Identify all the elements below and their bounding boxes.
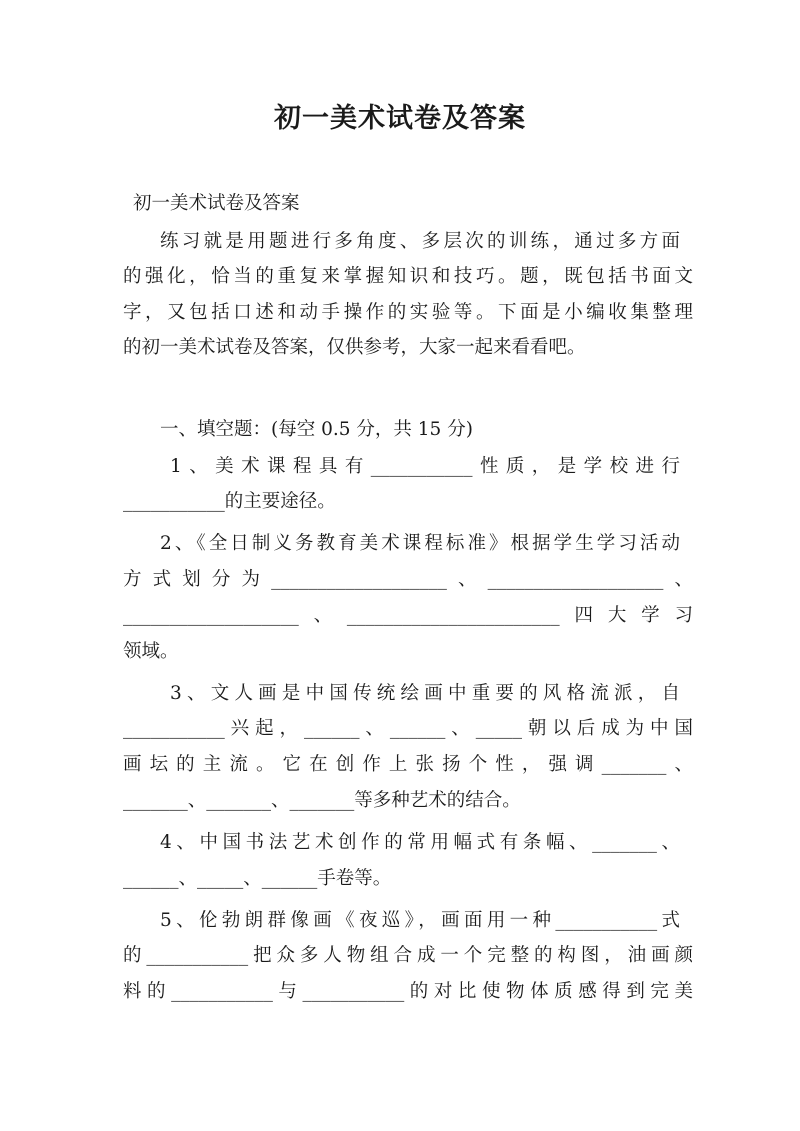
question-line: ___________的主要途径。 (123, 491, 336, 512)
subtitle: 初一美术试卷及答案 (133, 193, 300, 214)
question-line: ______、_____、______手卷等。 (123, 868, 392, 889)
question-line: 的___________把众多人物组合成一个完整的构图，油画颜 (123, 945, 693, 966)
question-line: 1、美术课程具有___________性质，是学校进行 (170, 456, 680, 477)
section-heading: 一、填空题：(每空 0.5 分，共 15 分) (160, 419, 473, 440)
intro-line: 的初一美术试卷及答案，仅供参考，大家一起来看看吧。 (123, 337, 586, 358)
question-line: 料的___________与___________的对比使物体质感得到完美 (123, 981, 693, 1002)
intro-line: 的强化，恰当的重复来掌握知识和技巧。题，既包括书面文 (123, 266, 693, 287)
question-line: 2、《全日制义务教育美术课程标准》根据学生学习活动 (160, 533, 680, 554)
question-line: 5、伦勃朗群像画《夜巡》，画面用一种___________式 (160, 910, 680, 931)
question-line: ___________________、_______________________四大学习 (123, 605, 693, 626)
question-line: 3、文人画是中国传统绘画中重要的风格流派，自 (170, 683, 680, 704)
question-line: 方式划分为___________________、___________________、 (123, 569, 693, 590)
document-title: 初一美术试卷及答案 (274, 103, 526, 134)
question-line: 领域。 (123, 641, 179, 662)
question-line: 画坛的主流。它在创作上张扬个性，强调_______、 (123, 754, 693, 775)
intro-line: 字，又包括口述和动手操作的实验等。下面是小编收集整理 (123, 302, 693, 323)
question-line: 4、中国书法艺术创作的常用幅式有条幅、_______、 (160, 832, 680, 853)
question-line: _______、_______、_______等多种艺术的结合。 (123, 790, 521, 811)
intro-line: 练习就是用题进行多角度、多层次的训练，通过多方面 (160, 231, 680, 252)
question-line: ___________兴起，______、______、_____朝以后成为中国 (123, 718, 693, 739)
